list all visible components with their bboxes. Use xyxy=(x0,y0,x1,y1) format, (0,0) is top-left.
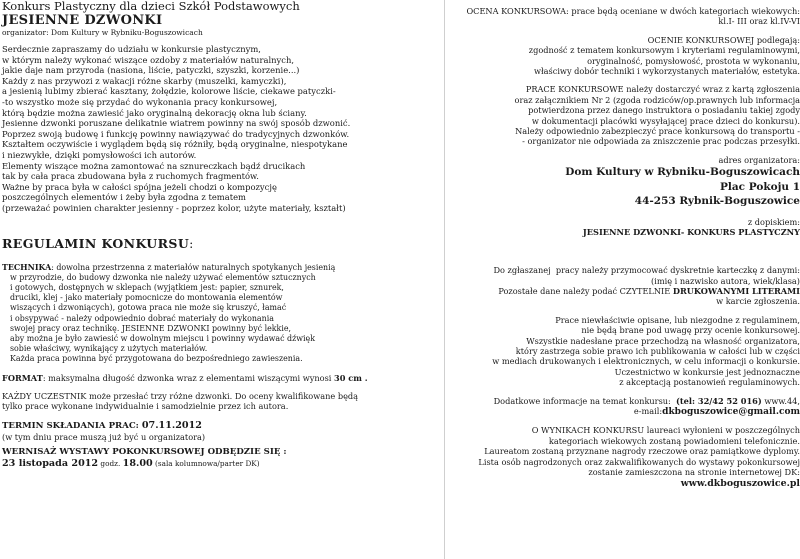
technika-label: TECHNIKA xyxy=(2,262,52,272)
spacer xyxy=(2,412,442,420)
intro-line: -to wszystko może się przydać do wykonania pracy konkursowej, xyxy=(2,96,278,107)
organizer-line: organizator: Dom Kultury w Rybniku-Boguszowicach xyxy=(2,28,203,37)
technika-line: i gotowych, dostępnych w sklepach (wyjątkiem jest: papier, sznurek, xyxy=(10,282,284,292)
email-address[interactable]: dkboguszowice@gmail.com xyxy=(662,407,800,418)
rules-line: w mediach drukowanych i elektronicznych, w celu informacji o konkursie. xyxy=(492,356,800,367)
intro-line: Elementy wiszące można zamontować na sznureczkach bądź drucikach xyxy=(2,160,306,171)
column-divider xyxy=(444,0,445,559)
intro-line: w którym należy wykonać wiszące ozdoby z materiałów naturalnych, xyxy=(2,54,294,65)
website-link[interactable]: www.dkboguszowice.pl xyxy=(680,477,800,489)
results-line: zostanie zamieszczona na stronie internetowej DK: xyxy=(588,467,800,478)
contact-www: www.44, xyxy=(761,395,800,406)
intro-text xyxy=(2,44,442,214)
technika-line: aby można je było zawiesić w dowolnym miejscu i powinny wydawać dźwięk xyxy=(10,333,315,343)
entry-line-bold xyxy=(448,286,800,296)
termin-note: (w tym dniu prace muszą już być u organizatora) xyxy=(2,431,206,442)
dopisek-text: JESIENNE DZWONKI- KONKURS PLASTYCZNY xyxy=(582,227,800,238)
format-line xyxy=(2,373,442,383)
wystawa-godz: godz. xyxy=(98,459,123,469)
delivery-line: - organizator nie odpowiada za zniszczenie prac podczas przesyłki. xyxy=(522,136,800,147)
format-value: 30 cm . xyxy=(334,372,368,383)
spacer xyxy=(2,365,442,373)
technika-first-line xyxy=(2,263,442,273)
uczestnik-line: tylko prace wykonane indywidualnie i samodzielnie przez ich autora. xyxy=(2,401,289,412)
spacer xyxy=(448,147,800,155)
technika-line: Każda praca powinna być przygotowana do bezpośredniego zawieszenia. xyxy=(10,354,303,364)
intro-line: Każdy z nas przywozi z wakacji różne skarby (muszelki, kamyczki), xyxy=(2,75,287,86)
uczestnik-line: KAŻDY UCZESTNIK może przesłać trzy różne dzwonki. Do oceny kwalifikowane będą xyxy=(2,390,359,401)
address-line: 44-253 Rybnik-Boguszowice xyxy=(634,195,800,208)
intro-line: Kształtem oczywiście i wyglądem będą się różniły, będą oryginalne, niespotykane xyxy=(2,139,348,150)
results-line: O WYNIKACH KONKURSU laureaci wyłonieni w poszczególnych xyxy=(531,425,800,436)
spacer xyxy=(448,27,800,35)
intro-line: poszczególnych elementów i żeby była zgodna z tematem xyxy=(2,192,246,203)
entry-line: Do zgłaszanej pracy należy przymocować dyskretnie karteczkę z danymi: xyxy=(493,265,800,276)
wystawa-time: 18.00 xyxy=(122,458,153,470)
rules-line: z akceptacją postanowień regulaminowych. xyxy=(619,377,800,388)
technika-line: wiszących i dzwoniących), gotowa praca nie może się kruszyć, łamać xyxy=(10,303,287,313)
contact-label: Dodatkowe informacje na temat konkursu: xyxy=(493,395,677,406)
entry-line: w karcie zgłoszenia. xyxy=(716,296,800,307)
contest-title: JESIENNE DZWONKI xyxy=(2,13,163,28)
intro-line: Jesienne dzwonki poruszane delikatnie wiatrem powinny na swój sposób dzwonić. xyxy=(2,118,351,129)
wystawa-place: (sala kolumnowa/parter DK) xyxy=(152,459,260,469)
format-label: FORMAT xyxy=(2,372,43,383)
entry-bold: DRUKOWANYMI LITERAMI xyxy=(672,286,800,296)
delivery-line: Należy odpowiednio zabezpieczyć prace konkursową do transportu - xyxy=(515,126,800,137)
wystawa-line xyxy=(2,458,442,470)
technika-line: druciki, klej - jako materiały pomocnicze do montowania elementów xyxy=(10,293,283,303)
entry-line: (imię i nazwisko autora, wiek/klasa) xyxy=(651,275,800,286)
delivery-line: PRACE KONKURSOWE należy dostarczyć wraz z kartą zgłoszenia xyxy=(525,84,800,95)
intro-line: (przeważać powinien charakter jesienny - poprzez kolor, użyte materiały, kształt) xyxy=(2,202,346,213)
spacer xyxy=(448,388,800,396)
delivery-line: oraz załącznikiem Nr 2 (zgoda rodziców/op.prawnych lub informacja xyxy=(514,94,800,105)
delivery-line: w dokumentacji placówki wysyłającej prace dzieci do konkursu). xyxy=(531,115,800,126)
technika-first-text: : dowolna przestrzenna z materiałów naturalnych spotykanych jesienią xyxy=(51,262,336,272)
contest-kicker: Konkurs Plastyczny dla dzieci Szkół Podstawowych xyxy=(2,0,300,13)
email-label: e-mail: xyxy=(633,406,663,417)
intro-line: Poprzez swoją budowę i funkcję powinny nawiązywać do tradycyjnych dzwonków. xyxy=(2,128,350,139)
technika-section xyxy=(2,263,442,365)
intro-line: którą będzie można zawiesić jako oryginalną dekorację okna lub ściany. xyxy=(2,107,307,118)
wystawa-date: 23 listopada 2012 xyxy=(2,458,99,470)
intro-line: tak by cała praca zbudowana była z ruchomych fragmentów. xyxy=(2,171,259,182)
left-column xyxy=(2,0,442,559)
rules-line: Prace niewłaściwie opisane, lub niezgodne z regulaminem, xyxy=(555,314,800,325)
ocena-line: OCENA KONKURSOWA: prace będą oceniane w dwóch kategoriach wiekowych: xyxy=(466,6,800,16)
spacer xyxy=(448,307,800,315)
technika-line: i obsypywać - należy odpowiednio dobrać materiały do wykonania xyxy=(10,313,274,323)
spacer xyxy=(2,383,442,391)
wystawa-label: WERNISAŻ WYSTAWY POKONKURSOWEJ ODBĘDZIE SIĘ : xyxy=(2,447,287,458)
spacer xyxy=(448,76,800,84)
address-line: Plac Pokoju 1 xyxy=(719,180,800,193)
technika-line: sobie właściwy, wynikający z użytych materiałów. xyxy=(10,344,208,354)
spacer xyxy=(448,417,800,425)
termin-line xyxy=(2,420,442,432)
technika-line: w przyrodzie, do budowy dzwonka nie należy używać elementów sztucznych xyxy=(10,272,316,282)
intro-line: Ważne by praca była w całości spójna jeżeli chodzi o kompozycję xyxy=(2,181,277,192)
rules-line: Wszystkie nadesłane prace przechodzą na własność organizatora, xyxy=(526,335,800,346)
rules-line: nie będą brane pod uwagę przy ocenie konkursowej. xyxy=(581,325,800,336)
criteria-line: OCENIE KONKURSOWEJ podlegają: xyxy=(647,34,800,45)
criteria-line: zgodność z tematem konkursowym i kryteriami regulaminowymi, xyxy=(528,45,800,56)
regulamin-colon: : xyxy=(189,235,194,251)
contact-phone: (tel: 32/42 52 016) xyxy=(676,395,762,406)
address-line: Dom Kultury w Rybniku-Boguszowicach xyxy=(565,166,800,179)
criteria-line: właściwy dobór techniki i wykorzystanych materiałów, estetyka. xyxy=(533,66,800,77)
criteria-line: oryginalność, pomysłowość, prostota w wykonaniu, xyxy=(587,55,800,66)
spacer xyxy=(448,237,800,265)
intro-line: jakie daje nam przyroda (nasiona, liście, patyczki, szyszki, korzenie...) xyxy=(2,65,300,76)
spacer xyxy=(448,209,800,217)
results-line: Lista osób nagrodzonych oraz zakwalifikowanych do wystawy pokonkursowej xyxy=(478,456,800,467)
contact-line xyxy=(448,396,800,406)
address-label: adres organizatora: xyxy=(718,154,800,165)
entry-pre: Pozostałe dane należy podać CZYTELNIE xyxy=(498,286,673,296)
format-text: : maksymalna długość dzwonka wraz z elementami wiszącymi wynosi xyxy=(42,372,335,383)
intro-line: i niezwykłe, dzięki pomysłowości ich autorów. xyxy=(2,149,197,160)
intro-line: a jesienią lubimy zbierać kasztany, żołędzie, kolorowe liście, ciekawe patyczki- xyxy=(2,86,336,97)
regulamin-heading xyxy=(2,236,442,251)
right-column xyxy=(448,0,800,559)
results-line: Laureatom zostaną przyznane nagrody rzeczowe oraz pamiątkowe dyplomy. xyxy=(484,446,800,457)
rules-line: Uczestnictwo w konkursie jest jednoznaczne xyxy=(614,366,800,377)
results-line: kategoriach wiekowych zostaną powiadomieni telefonicznie. xyxy=(548,435,800,446)
ocena-line: kl.I- III oraz kl.IV-VI xyxy=(718,16,800,27)
email-line xyxy=(448,406,800,417)
technika-line: swojej pracy oraz technikę. JESIENNE DZWONKI powinny być lekkie, xyxy=(10,323,292,333)
delivery-line: potwierdzona przez danego instruktora o posiadaniu takiej zgody xyxy=(528,105,800,116)
regulamin-title: REGULAMIN KONKURSU xyxy=(2,235,190,251)
rules-line: który zastrzega sobie prawo ich publikowania w całości lub w części xyxy=(515,346,800,357)
dopisek-label: z dopiskiem: xyxy=(747,216,800,227)
termin-label: TERMIN SKŁADANIA PRAC: xyxy=(2,420,142,431)
intro-line: Serdecznie zapraszamy do udziału w konkursie plastycznym, xyxy=(2,44,261,54)
termin-date: 07.11.2012 xyxy=(141,419,202,431)
